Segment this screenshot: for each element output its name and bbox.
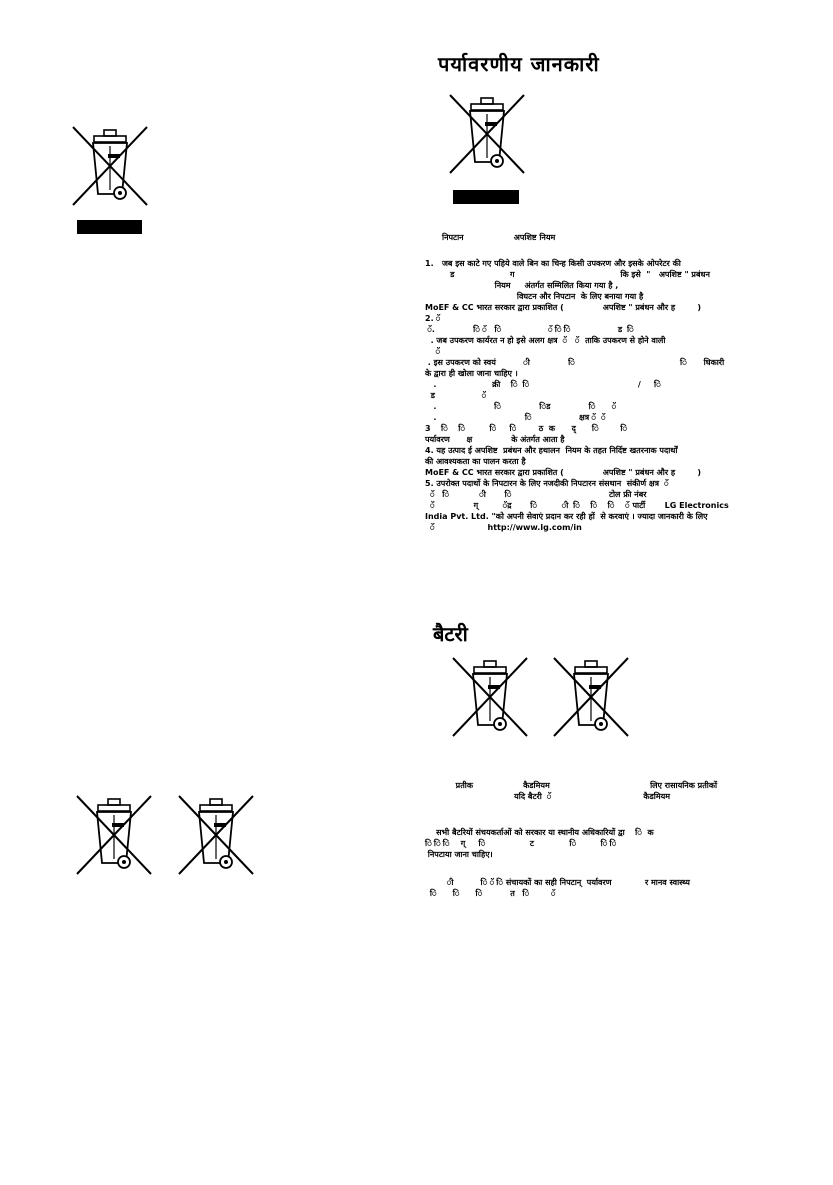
- black-bar-right: [453, 190, 519, 204]
- disposal-subheading: निपटान अपशिष्ट नियम: [442, 233, 556, 242]
- env-line: 1. जब इस काटे गए पहिये वाले बिन का चिन्ह किसी उपकरण और इसके ओपरेटर की: [425, 259, 681, 268]
- battery-line: ि ि ि त ि ॅ: [425, 889, 556, 898]
- env-line: ॅ ि ी ि टोल फ्री नंबर: [425, 490, 647, 499]
- weee-bin-icon-right: [447, 92, 527, 180]
- battery-bin-icon-right-2: [551, 655, 631, 743]
- battery-line: ी ि ॅ ि संचायकों का सही निपटान् पर्यावरण र मानव स्वास्थ्य: [425, 878, 690, 887]
- page-title: पर्यावरणीय जानकारी: [438, 52, 600, 76]
- env-line: के द्वारा ही खोला जाना चाहिए ।: [425, 369, 518, 378]
- env-line: India Pvt. Ltd. "को अपनी सेवाएं प्रदान कर रही हों से करवाएं । ज्यादा जानकारी के लिए: [425, 512, 708, 521]
- battery-line: यदि बैटरी ॅ कैडमियम: [425, 792, 671, 801]
- env-line: ॅ: [425, 347, 441, 356]
- env-line: . ि क्षत्र ॅ ॅ: [425, 413, 606, 422]
- env-line: . क्री ि ि / ि: [425, 380, 661, 389]
- env-line: की आवश्यकता का पालन करता है: [425, 457, 526, 466]
- env-line: पर्यावरण क्ष के अंतर्गत आता है: [425, 435, 565, 444]
- env-line: ॅ ग् ॅद्र ि ी ि ि ि ॅ पार्टी LG Electronics: [425, 501, 729, 510]
- battery-line: निपटाया जाना चाहिए।: [425, 850, 493, 859]
- battery-para-2: [425, 827, 654, 860]
- env-line: . जब उपकरण कार्यरत न हो इसे अलग क्षत्र ॅ ॅ ताकि उपकरण से होने वाली: [425, 336, 666, 345]
- env-line: 4. यह उत्पाद ई अपशिष्ट प्रबंधन और हथालन नियम के तहत निर्दिष्ट खतरनाक पदार्थों: [425, 446, 678, 455]
- battery-line: प्रतीक कैडमियम लिए रासायनिक प्रतीकों: [425, 781, 718, 790]
- weee-bin-icon: [70, 124, 150, 212]
- env-line: विघटन और निपटान के लिए बनाया गया है: [425, 292, 644, 301]
- battery-bin-icon-right-1: [450, 655, 530, 743]
- battery-para-1: [425, 780, 717, 802]
- battery-line: ि ि ि ग् ि ट ि ि ि: [425, 839, 617, 848]
- env-line: MoEF & CC भारत सरकार द्वारा प्रकाशित ( अपशिष्ट " प्रबंधन और ह ): [425, 303, 702, 312]
- env-body: [425, 258, 729, 533]
- env-line: ॅ http://www.lg.com/in: [425, 523, 582, 532]
- env-line: 5. उपरोक्त पदार्थो के निपटारन के लिए नजदीकी निपटारन संसथान संकीर्ण क्षत्र ॅ: [425, 479, 669, 488]
- env-line: ड ॅ: [425, 391, 487, 400]
- env-line: . ि िड ि ॅ: [425, 402, 617, 411]
- battery-bin-icon-2: [176, 793, 256, 881]
- black-bar: [77, 220, 142, 234]
- env-line: ड ग कि इसे " अपशिष्ट " प्रबंधन: [425, 270, 710, 279]
- env-line: नियम अंतर्गत सम्मिलित किया गया है ,: [425, 281, 619, 290]
- env-line: ॅ. ि ॅ ि ॅ ि ि ड ि: [425, 325, 634, 334]
- battery-heading: बैटरी: [433, 622, 468, 646]
- env-line: 2. ॅ: [425, 314, 441, 323]
- env-line: MoEF & CC भारत सरकार द्वारा प्रकाशित ( अपशिष्ट " प्रबंधन और ह ): [425, 468, 702, 477]
- env-line: . इस उपकरण को स्वयं ी ि ि धिकारी: [425, 358, 725, 367]
- env-line: 3 ि ि ि ि ठ क द् ि ि: [425, 424, 628, 433]
- battery-bin-icon-1: [74, 793, 154, 881]
- battery-line: सभी बैटरियों संचयकर्ताओं को सरकार या स्थानीय अधिकारियों द्वा ि क: [425, 828, 654, 837]
- battery-para-3: [425, 877, 690, 899]
